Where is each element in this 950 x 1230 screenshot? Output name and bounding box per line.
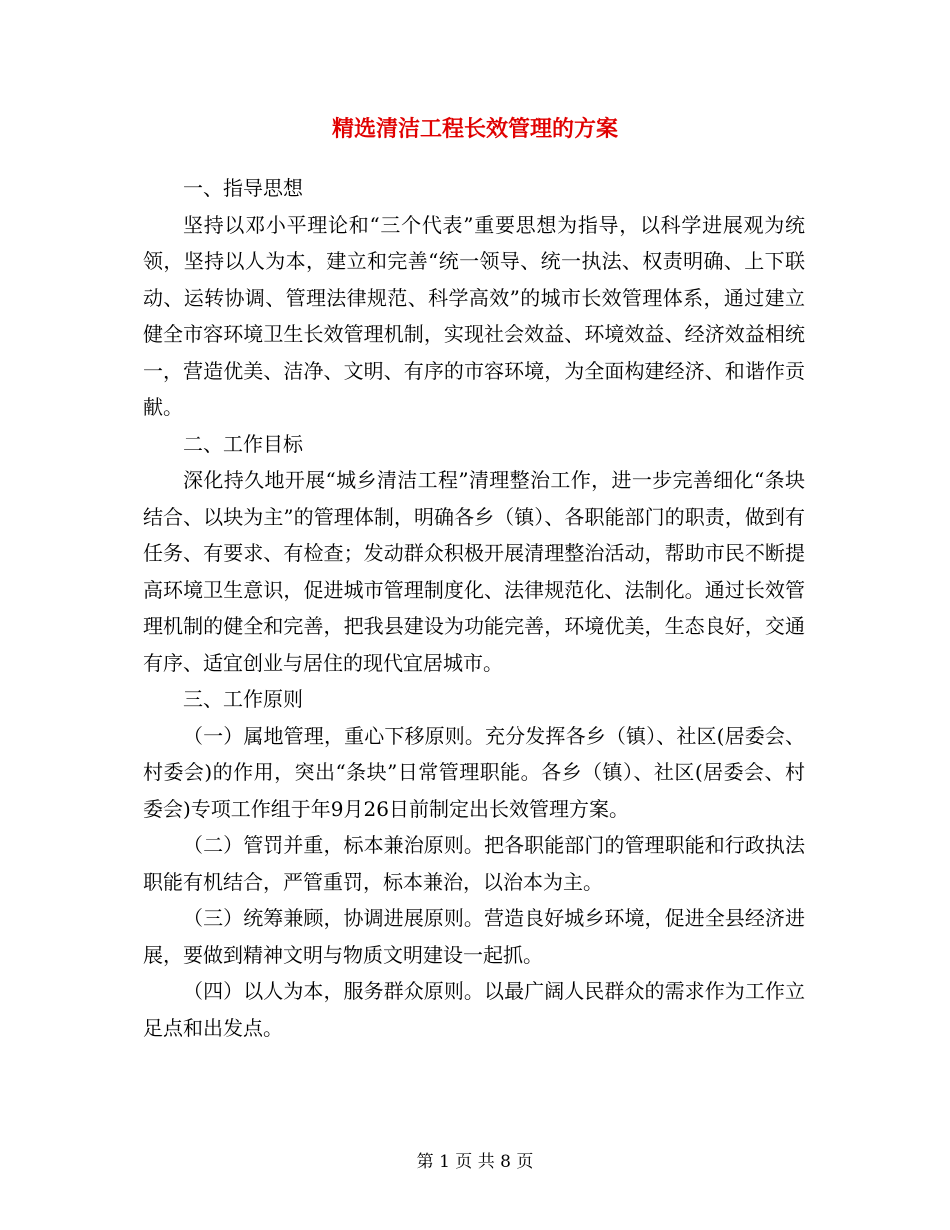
document-body (143, 170, 805, 1046)
section-heading-work-principles: 三、工作原则 (183, 687, 303, 711)
section-heading-work-goals: 二、工作目标 (183, 431, 303, 456)
paragraph-principle-3: （三）统筹兼顾，协调进展原则。营造良好城乡环境，促进全县经济进展，要做到精神文明与物质文明建设一起抓。 (143, 906, 805, 967)
page-number-label: 第 1 页 共 8 页 (416, 1152, 534, 1172)
section-heading-guiding-ideology: 一、指导思想 (183, 176, 303, 200)
document-title: 精选清洁工程长效管理的方案 (331, 116, 618, 142)
paragraph-principle-1: （一）属地管理，重心下移原则。充分发挥各乡（镇）、社区(居委会、村委会)的作用，突出“条块”日常管理职能。各乡（镇）、社区(居委会、村委会)专项工作组于年9月26日前制定出长效管理方案。 (143, 723, 805, 821)
paragraph-principle-2: （二）管罚并重，标本兼治原则。把各职能部门的管理职能和行政执法职能有机结合，严管重罚，标本兼治，以治本为主。 (143, 833, 805, 894)
paragraph-work-goals: 深化持久地开展“城乡清洁工程”清理整治工作，进一步完善细化“条块结合、以块为主”的管理体制，明确各乡（镇）、各职能部门的职责，做到有任务、有要求、有检查；发动群众积极开展清理整治活动，帮助市民不断提高环境卫生意识，促进城市管理制度化、法律规范化、法制化。通过长效管理机制的健全和完善，把我县建设为功能完善，环境优美，生态良好，交通有序、适宜创业与居住的现代宜居城市。 (143, 468, 805, 675)
paragraph-principle-4: （四）以人为本，服务群众原则。以最广阔人民群众的需求作为工作立足点和出发点。 (143, 979, 805, 1040)
page-footer (0, 1150, 950, 1174)
paragraph-guiding-ideology: 坚持以邓小平理论和“三个代表”重要思想为指导，以科学进展观为统领，坚持以人为本，建立和完善“统一领导、统一执法、权责明确、上下联动、运转协调、管理法律规范、科学高效”的城市长效管理体系，通过建立健全市容环境卫生长效管理机制，实现社会效益、环境效益、经济效益相统一，营造优美、洁净、文明、有序的市容环境，为全面构建经济、和谐作贡献。 (143, 212, 805, 419)
